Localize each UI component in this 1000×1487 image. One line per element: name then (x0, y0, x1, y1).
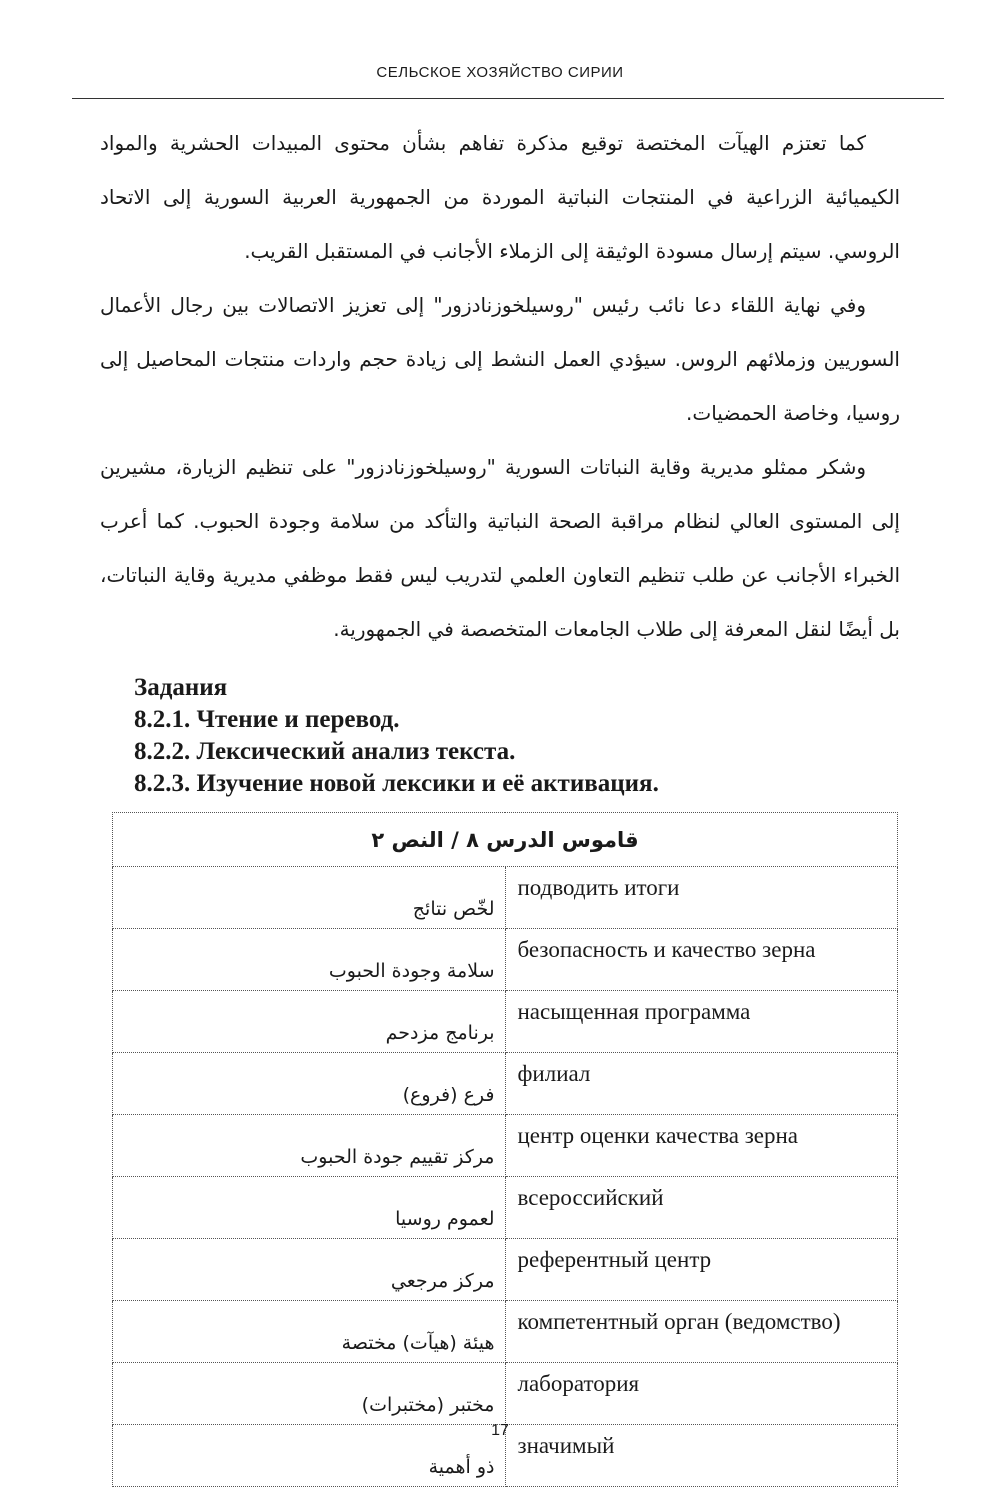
arabic-term: ذو أهمية (113, 1425, 506, 1487)
vocabulary-row (113, 1115, 898, 1177)
header-rule (72, 98, 944, 99)
arabic-term: مركز تقييم جودة الحبوب (113, 1115, 506, 1177)
russian-term: всероссийский (505, 1177, 898, 1239)
vocabulary-title-row (113, 813, 898, 867)
vocabulary-row (113, 867, 898, 929)
arabic-term: لخّص نتائج (113, 867, 506, 929)
arabic-body-text (100, 116, 900, 656)
vocabulary-row (113, 1177, 898, 1239)
page-number: 17 (491, 1422, 509, 1439)
russian-term: значимый (505, 1425, 898, 1487)
arabic-term: سلامة وجودة الحبوب (113, 929, 506, 991)
russian-term: насыщенная программа (505, 991, 898, 1053)
vocabulary-row (113, 1053, 898, 1115)
tasks-section (134, 672, 914, 800)
paragraph: وفي نهاية اللقاء دعا نائب رئيس "روسيلخوزنادزور" إلى تعزيز الاتصالات بين رجال الأعمال السوريين وزملائهم الروس. سيؤدي العمل النشط إلى زيادة حجم واردات منتجات المحاصيل إلى روسيا، وخاصة الحمضيات. (100, 293, 900, 425)
arabic-term: مختبر (مختبرات) (113, 1363, 506, 1425)
paragraph: كما تعتزم الهيآت المختصة توقيع مذكرة تفاهم بشأن محتوى المبيدات الحشرية والمواد الكيميائية الزراعية في المنتجات النباتية الموردة من الجمهورية العربية السورية إلى الاتحاد الروسي. سيتم إرسال مسودة الوثيقة إلى الزملاء الأجانب في المستقبل القريب. (100, 131, 900, 263)
arabic-term: لعموم روسيا (113, 1177, 506, 1239)
russian-term: филиал (505, 1053, 898, 1115)
paragraph: وشكر ممثلو مديرية وقاية النباتات السورية "روسيلخوزنادزور" على تنظيم الزيارة، مشيرين إلى المستوى العالي لنظام مراقبة الصحة النباتية والتأكد من سلامة وجودة الحبوب. كما أعرب الخبراء الأجانب عن طلب تنظيم التعاون العلمي لتدريب ليس فقط موظفي مديرية وقاية النباتات، بل أيضًا لنقل المعرفة إلى طلاب الجامعات المتخصصة في الجمهورية. (100, 455, 900, 641)
russian-term: подводить итоги (505, 867, 898, 929)
task-item: 8.2.1. Чтение и перевод. (134, 706, 400, 733)
arabic-term: مركز مرجعي (113, 1239, 506, 1301)
arabic-term: هيئة (هيآت) مختصة (113, 1301, 506, 1363)
task-item: 8.2.3. Изучение новой лексики и её активация. (134, 770, 659, 797)
vocabulary-row (113, 991, 898, 1053)
russian-term: референтный центр (505, 1239, 898, 1301)
arabic-term: برنامج مزدحم (113, 991, 506, 1053)
running-header: СЕЛЬСКОЕ ХОЗЯЙСТВО СИРИИ (376, 64, 624, 81)
vocabulary-title: قاموس الدرس ٨ / النص ٢ (113, 813, 898, 867)
task-item: 8.2.2. Лексический анализ текста. (134, 738, 516, 765)
russian-term: безопасность и качество зерна (505, 929, 898, 991)
vocabulary-row (113, 1301, 898, 1363)
vocabulary-row (113, 1239, 898, 1301)
vocabulary-table (112, 812, 898, 1487)
vocabulary-row (113, 1363, 898, 1425)
arabic-term: فرع (فروع) (113, 1053, 506, 1115)
russian-term: компетентный орган (ведомство) (505, 1301, 898, 1363)
russian-term: центр оценки качества зерна (505, 1115, 898, 1177)
vocabulary-row (113, 929, 898, 991)
russian-term: лаборатория (505, 1363, 898, 1425)
tasks-heading: Задания (134, 674, 228, 701)
